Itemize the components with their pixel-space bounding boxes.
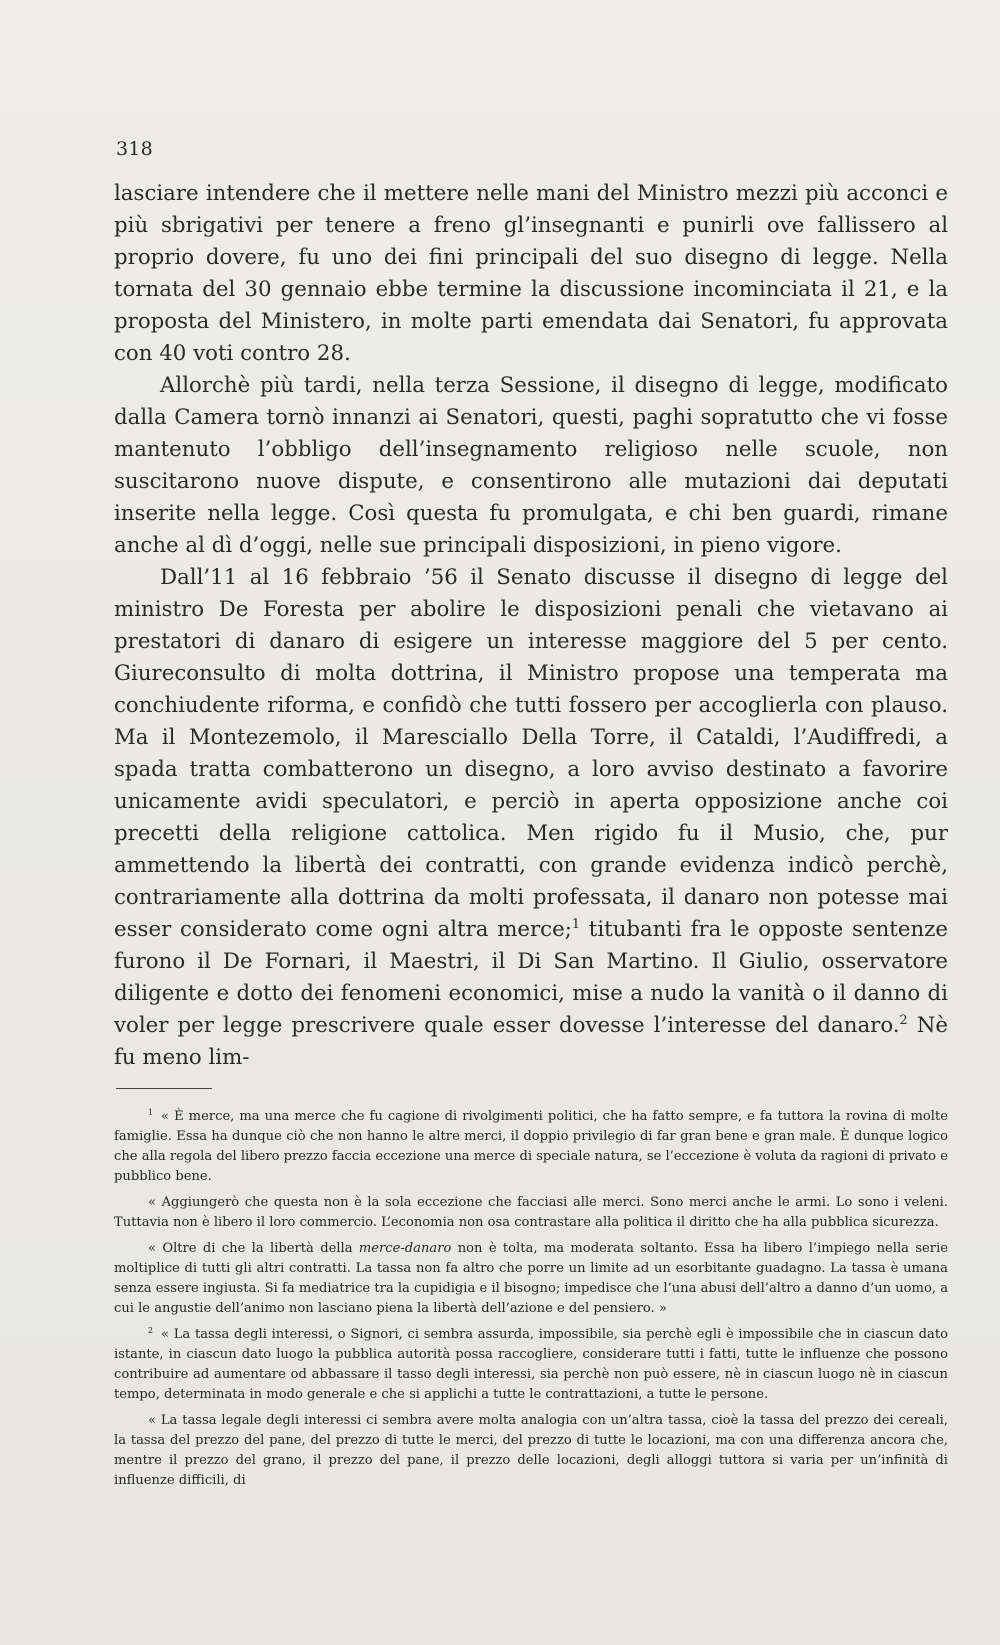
- main-text: [114, 178, 948, 1074]
- paragraph-2: Allorchè più tardi, nella terza Sessione, il disegno di legge, modificato dalla Camera tornò innanzi ai Senatori, questi, paghi sopratutto che vi fosse mantenuto l’obbligo dell’insegnamento religioso nelle scuole, non suscitarono nuove dispute, e consentirono alle mutazioni dai deputati inserite nella legge. Così questa fu promulgata, e chi ben guardi, rimane anche al dì d’oggi, nelle sue principali disposizioni, in pieno vigore.: [114, 373, 948, 558]
- footnote-1-paragraph-2: « Aggiungerò che questa non è la sola eccezione che facciasi alle merci. Sono merci anche le armi. Lo sono i veleni. Tuttavia non è libero il loro commercio. L’economia non osa contrastare alla politica il diritto che ha alla pubblica sicurezza.: [114, 1195, 948, 1231]
- footnote-1-text-3a: « Oltre di che la libertà della: [148, 1241, 359, 1257]
- footnote-2-text-1: « La tassa degli interessi, o Signori, ci sembra assurda, impossibile, sia perchè egli è impossibile che in ciascun dato istante, in ciascun dato luogo la pubblica autorità possa raccogliere, considerare tutti i fatti, tutte le influenze che possono contribuire ad aumentare od abbassare il tasso degli interessi, sia perchè non può essere, nè in ciascun luogo nè in ciascun tempo, determinata in modo generale e che si applichi a tutte le contrattazioni, a tutte le persone.: [114, 1327, 948, 1403]
- footnotes: [114, 1107, 948, 1491]
- paragraph-3-text-c: Nè fu meno lim-: [114, 1013, 948, 1070]
- footnote-2-paragraph-1: [114, 1325, 948, 1405]
- footnote-1-marker: 1: [148, 1107, 154, 1117]
- paragraph-3-text-b: titubanti fra le opposte sentenze furono il De Fornari, il Maestri, il Di San Martino. Il Giulio, osservatore diligente e dotto dei fenomeni economici, mise a nudo la vanità o il danno di voler per legge prescrivere quale esser dovesse l’interesse del danaro.: [114, 917, 948, 1038]
- footnote-divider: [116, 1088, 212, 1089]
- footnote-1-italic-term: merce-danaro: [358, 1241, 452, 1257]
- footnote-1-paragraph-1: [114, 1107, 948, 1187]
- footnote-1-text-3b: non è tolta, ma moderata soltanto. Essa ha libero l’impiego nella serie moltiplice di tutti gli altri contratti. La tassa non fa altro che porre un limite ad un esorbitante guadagno. La tassa è umana senza essere ingiusta. Si fa mediatrice tra la cupidigia e il bisogno; impedisce che l’una abusi dell’altro a danno d’un uomo, a cui le angustie dell’animo non lasciano piena la libertà dell’azione e del pensiero. »: [114, 1241, 949, 1317]
- paragraph-3: [114, 562, 948, 1074]
- footnote-2-marker: 2: [148, 1325, 154, 1335]
- footnote-ref-2[interactable]: 2: [899, 1012, 908, 1028]
- footnote-1-paragraph-3: [114, 1239, 948, 1319]
- paragraph-3-text-a: Dall’11 al 16 febbraio ’56 il Senato discusse il disegno di legge del ministro De Foresta per abolire le disposizioni penali che vietavano ai prestatori di danaro di esigere un interesse maggiore del 5 per cento. Giureconsulto di molta dottrina, il Ministro propose una temperata ma conchiudente riforma, e confidò che tutti fossero per accoglierla con plauso. Ma il Montezemolo, il Maresciallo Della Torre, il Cataldi, l’Audiffredi, a spada tratta combatterono un disegno, a loro avviso destinato a favorire unicamente avidi speculatori, e perciò in aperta opposizione anche coi precetti della religione cattolica. Men rigido fu il Musio, che, pur ammettendo la libertà dei contratti, con grande evidenza indicò perchè, contrariamente alla dottrina da molti professata, il danaro non potesse mai esser considerato come ogni altra merce;: [114, 565, 948, 942]
- footnote-1-text-1: « È merce, ma una merce che fu cagione di rivolgimenti politici, che ha fatto sempre, e fa tuttora la rovina di molte famiglie. Essa ha dunque ciò che non hanno le altre merci, il doppio privilegio di far gran bene e gran male. È dunque logico che alla regola del libero prezzo faccia eccezione una merce di speciale natura, se l’eccezione è voluta da ragioni di privato e pubblico bene.: [114, 1109, 948, 1185]
- page-number: 318: [116, 138, 153, 160]
- paragraph-1: lasciare intendere che il mettere nelle mani del Ministro mezzi più acconci e più sbrigativi per tenere a freno gl’insegnanti e punirli ove fallissero al proprio dovere, fu uno dei fini principali del suo disegno di legge. Nella tornata del 30 gennaio ebbe termine la discussione incominciata il 21, e la proposta del Ministero, in molte parti emendata dai Senatori, fu approvata con 40 voti contro 28.: [114, 181, 948, 366]
- footnote-ref-1[interactable]: 1: [571, 916, 581, 932]
- footnote-2-paragraph-2: « La tassa legale degli interessi ci sembra avere molta analogia con un’altra tassa, cioè la tassa del prezzo dei cereali, la tassa del prezzo del pane, del prezzo di tutte le merci, del prezzo di tutte le locazioni, ma con una differenza ancora che, mentre il prezzo del grano, il prezzo del pane, il prezzo delle locazioni, degli alloggi tuttora si varia per un’infinità di influenze difficili, di: [114, 1413, 948, 1489]
